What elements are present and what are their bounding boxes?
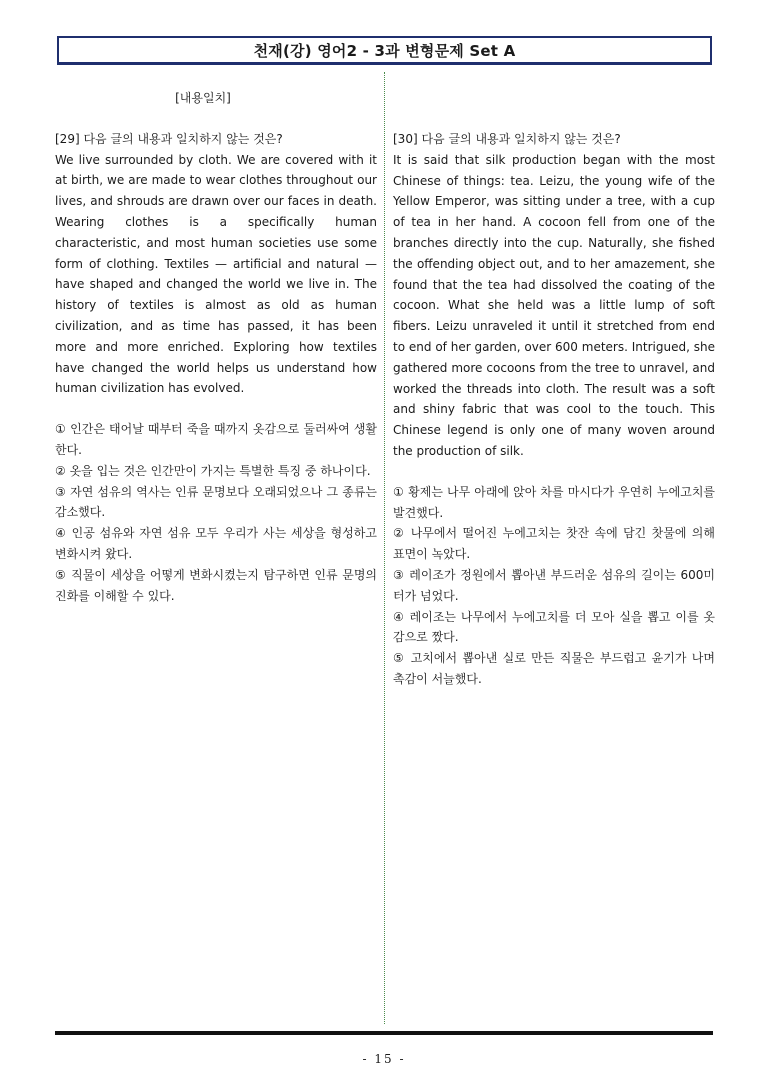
question-30-prompt: [30] 다음 글의 내용과 일치하지 않는 것은? [393, 132, 621, 146]
spacer [393, 88, 715, 129]
choice-item: ② 옷을 입는 것은 인간만이 가지는 특별한 특징 중 하나이다. [55, 463, 371, 478]
choice-item: ③ 자연 섬유의 역사는 인류 문명보다 오래되었으나 그 종류는 감소했다. [55, 484, 377, 520]
choice-item: ④ 인공 섬유와 자연 섬유 모두 우리가 사는 세상을 형성하고 변화시켜 왔다. [55, 526, 377, 561]
question-29-prompt: [29] 다음 글의 내용과 일치하지 않는 것은? [55, 131, 283, 146]
page-title: 천재(강) 영어2 - 3과 변형문제 Set A [57, 36, 712, 65]
left-column [55, 88, 377, 606]
footer-rule [55, 1031, 713, 1035]
question-29-passage: We live surrounded by cloth. We are covered with it at birth, we are made to wear clothes throughout our lives, and shrouds are drawn over our faces in death. Wearing clothes is a specifically human characteristic, and most human societies use some form of clothing. Textiles — artificial and natural — have shaped and changed the world we live in. The history of textiles is almost as old as human civilization, and as time has passed, it has been more and more enriched. Exploring how textiles have changed the world helps us understand how human civilization has evolved. [55, 152, 377, 396]
choice-item: ① 황제는 나무 아래에 앉아 차를 마시다가 우연히 누에고치를 발견했다. [393, 484, 715, 520]
question-30-passage: It is said that silk production began with the most Chinese of things: tea. Leizu, the young wife of the Yellow Emperor, was sitting under a tree, with a cup of tea in her hand. A cocoon fell from one of the branches directly into the cup. Naturally, she fished the offending object out, and to her amazement, she found that the tea had dissolved the coating of the cocoon. What she held was a little lump of soft fibers. Leizu unraveled it until it stretched from end to end of her garden, over 600 meters. Intrigued, she gathered more cocoons from the tree to unravel, and worked the threads into cloth. The result was a soft and shiny fabric that was cool to the touch. This Chinese legend is only one of many woven around the production of silk. [393, 152, 715, 458]
question-29-choices [55, 419, 377, 606]
section-tag: [내용일치] [175, 91, 231, 105]
question-30-choices [393, 482, 715, 690]
right-column [393, 88, 715, 690]
choice-item: ⑤ 직물이 세상을 어떻게 변화시켰는지 탐구하면 인류 문명의 진화를 이해할 수 있다. [55, 567, 377, 603]
choice-item: ② 나무에서 떨어진 누에고치는 찻잔 속에 담긴 찻물에 의해 표면이 녹았다. [393, 526, 715, 562]
page-number: - 15 - [362, 1052, 406, 1066]
spacer [393, 462, 715, 482]
choice-item: ③ 레이조가 정원에서 뽑아낸 부드러운 섬유의 길이는 600미터가 넘었다. [393, 567, 715, 603]
spacer [55, 399, 377, 419]
column-divider [384, 72, 385, 1024]
choice-item: ① 인간은 태어날 때부터 죽을 때까지 옷감으로 둘러싸여 생활한다. [55, 422, 377, 457]
choice-item: ④ 레이조는 나무에서 누에고치를 더 모아 실을 뽑고 이를 옷감으로 짰다. [393, 609, 715, 645]
choice-item: ⑤ 고치에서 뽑아낸 실로 만든 직물은 부드럽고 윤기가 나며 촉감이 서늘했다. [393, 651, 715, 686]
